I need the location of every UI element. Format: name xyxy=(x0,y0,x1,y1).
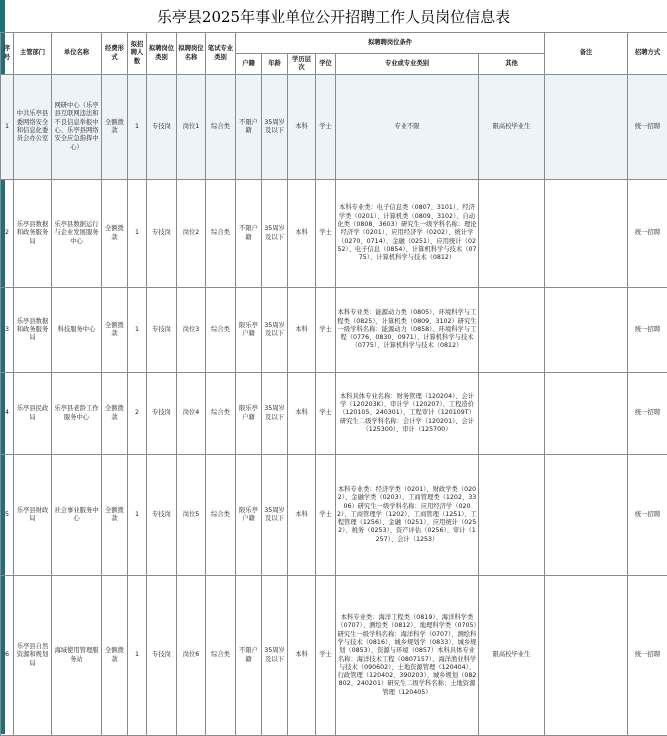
cell-major: 本科专业类：能源动力类（0805）、环境科学与工程类（0825）、计算机类（0809、3102）研究生一级学科名称：能源动力（0858）、环境科学与工程（0776、0830、0971）、计算机科学与技术（0775）、计算机科学与技术（0812） xyxy=(336,288,479,373)
header-unit: 单位名称 xyxy=(52,33,102,75)
cell-degree: 学士 xyxy=(316,373,336,455)
cell-funding: 全额拨款 xyxy=(102,576,128,736)
cell-major: 专业不限 xyxy=(336,75,479,180)
cell-exam-subject: 综合类 xyxy=(206,288,236,373)
cell-remarks xyxy=(545,180,628,288)
table-row xyxy=(1,180,667,288)
cell-other xyxy=(479,373,545,455)
position-table xyxy=(0,32,667,736)
cell-degree: 学士 xyxy=(316,455,336,576)
cell-degree: 学士 xyxy=(316,288,336,373)
cell-post-name: 岗位2 xyxy=(177,180,206,288)
cell-household: 不限户籍 xyxy=(236,576,262,736)
cell-funding: 全额拨款 xyxy=(102,455,128,576)
cell-funding: 全额拨款 xyxy=(102,180,128,288)
cell-remarks xyxy=(545,288,628,373)
cell-num: 2 xyxy=(128,373,147,455)
cell-household: 限乐亭户籍 xyxy=(236,455,262,576)
cell-post-name: 岗位1 xyxy=(177,75,206,180)
cell-method: 统一招聘 xyxy=(628,576,667,736)
cell-education: 本科 xyxy=(288,373,316,455)
cell-dept: 乐亭县财政局 xyxy=(14,455,52,576)
header-education: 学历层次 xyxy=(288,54,316,75)
cell-age: 35周岁及以下 xyxy=(262,576,288,736)
cell-household: 限乐亭户籍 xyxy=(236,288,262,373)
header-method: 招聘方式 xyxy=(628,33,667,75)
table-row xyxy=(1,455,667,576)
cell-funding: 全额拨款 xyxy=(102,75,128,180)
cell-remarks xyxy=(545,576,628,736)
cell-education: 本科 xyxy=(288,576,316,736)
cell-dept: 乐亭县自然资源和规划局 xyxy=(14,576,52,736)
header-major: 专业或专业类别 xyxy=(336,54,479,75)
cell-exam-subject: 综合类 xyxy=(206,75,236,180)
cell-major: 本科专业类：海洋工程类（0819）、海洋科学类（0707）、测绘类（0812）、地理科学类（0705）研究生一级学科名称：海洋科学（0707）、测绘科学与技术（0816）、城乡规划学（0833）、城乡规划（0853）、资源与环境（0857）本科具体专业名称：海洋技术工程（0807157）、海洋渔业科学与技术（090602）、土地资源管理（120404）、行政管理（120402、390203）、城乡规划（082802、240201）研究生二级学科名称：土地资源管理（120405） xyxy=(336,576,479,736)
header-num: 拟招聘人数 xyxy=(128,33,147,75)
table-row xyxy=(1,75,667,180)
header-household: 户籍 xyxy=(236,54,262,75)
cell-education: 本科 xyxy=(288,288,316,373)
cell-seq: 4 xyxy=(1,373,14,455)
cell-other xyxy=(479,455,545,576)
cell-household: 不限户籍 xyxy=(236,75,262,180)
cell-category: 专技岗 xyxy=(147,180,177,288)
cell-exam-subject: 综合类 xyxy=(206,576,236,736)
cell-method: 统一招聘 xyxy=(628,373,667,455)
cell-method: 统一招聘 xyxy=(628,455,667,576)
cell-method: 统一招聘 xyxy=(628,288,667,373)
cell-post-name: 岗位3 xyxy=(177,288,206,373)
cell-category: 专技岗 xyxy=(147,455,177,576)
cell-unit: 网研中心（乐亭县互联网违法和不良信息举报中心、乐亭县网络安全应急指挥中心） xyxy=(52,75,102,180)
cell-remarks xyxy=(545,75,628,180)
table-row xyxy=(1,576,667,736)
cell-household: 不限户籍 xyxy=(236,180,262,288)
cell-post-name: 岗位6 xyxy=(177,576,206,736)
cell-post-name: 岗位4 xyxy=(177,373,206,455)
cell-dept: 乐亭县数据和政务服务局 xyxy=(14,180,52,288)
cell-exam-subject: 综合类 xyxy=(206,455,236,576)
table-row xyxy=(1,288,667,373)
cell-num: 1 xyxy=(128,288,147,373)
cell-age: 35周岁及以下 xyxy=(262,288,288,373)
cell-funding: 全额拨款 xyxy=(102,373,128,455)
cell-num: 1 xyxy=(128,455,147,576)
header-exam-subject: 笔试专业类别 xyxy=(206,33,236,75)
cell-remarks xyxy=(545,455,628,576)
header-funding: 经费形式 xyxy=(102,33,128,75)
cell-other: 限高校毕业生 xyxy=(479,576,545,736)
cell-method: 统一招聘 xyxy=(628,75,667,180)
cell-post-name: 岗位5 xyxy=(177,455,206,576)
cell-degree: 学士 xyxy=(316,576,336,736)
cell-unit: 乐亭县老龄工作服务中心 xyxy=(52,373,102,455)
cell-unit: 科技服务中心 xyxy=(52,288,102,373)
header-category: 拟聘岗位类别 xyxy=(147,33,177,75)
cell-seq: 2 xyxy=(1,180,14,288)
cell-dept: 乐亭县民政局 xyxy=(14,373,52,455)
cell-remarks xyxy=(545,373,628,455)
cell-seq: 3 xyxy=(1,288,14,373)
cell-num: 1 xyxy=(128,75,147,180)
cell-unit: 社会事业服务中心 xyxy=(52,455,102,576)
cell-other: 限高校毕业生 xyxy=(479,75,545,180)
cell-major: 本科专业类：电子信息类（0807、3101）、经济学类（0201）、计算机类（0809、3102）、自动化类（0808、3603）研究生一级学科名称：理论经济学（0201）、应用经济学（0202）、统计学（0270、0714）、金融（0251）、应用统计（0252）、电子信息（0854）、计算机科学与技术（0775）、计算机科学与技术（0812） xyxy=(336,180,479,288)
header-row-1 xyxy=(1,33,667,54)
cell-num: 1 xyxy=(128,180,147,288)
header-seq: 序号 xyxy=(1,33,14,75)
cell-major: 本科具体专业名称：财务管理（120204）、会计学（120203K）、审计学（120207）、工程造价（120105、240301）、工程审计（120109T）研究生二级学科名称：会计学（120201）、会计（125300）、审计（125700） xyxy=(336,373,479,455)
cell-category: 专技岗 xyxy=(147,75,177,180)
header-conditions: 拟聘聘岗位条件 xyxy=(236,33,545,54)
cell-unit: 海域使用管理服务站 xyxy=(52,576,102,736)
cell-household: 限乐亭户籍 xyxy=(236,373,262,455)
cell-education: 本科 xyxy=(288,75,316,180)
cell-method: 统一招聘 xyxy=(628,180,667,288)
cell-education: 本科 xyxy=(288,180,316,288)
header-post-name: 拟聘岗位名称 xyxy=(177,33,206,75)
cell-exam-subject: 综合类 xyxy=(206,180,236,288)
header-degree: 学位 xyxy=(316,54,336,75)
cell-dept: 乐亭县数据和政务服务局 xyxy=(14,288,52,373)
table-row xyxy=(1,373,667,455)
cell-degree: 学士 xyxy=(316,75,336,180)
cell-age: 35周岁及以下 xyxy=(262,180,288,288)
cell-age: 35周岁及以下 xyxy=(262,455,288,576)
cell-funding: 全额拨款 xyxy=(102,288,128,373)
cell-seq: 5 xyxy=(1,455,14,576)
header-dept: 主管部门 xyxy=(14,33,52,75)
header-remarks: 备注 xyxy=(545,33,628,75)
cell-num: 1 xyxy=(128,576,147,736)
cell-seq: 6 xyxy=(1,576,14,736)
cell-dept: 中共乐亭县委网络安全和信息化委员会办公室 xyxy=(14,75,52,180)
cell-education: 本科 xyxy=(288,455,316,576)
cell-other xyxy=(479,180,545,288)
cell-category: 专技岗 xyxy=(147,288,177,373)
cell-exam-subject: 综合类 xyxy=(206,373,236,455)
page-title: 乐亭县2025年事业单位公开招聘工作人员岗位信息表 xyxy=(0,0,667,32)
cell-major: 本科专业类：经济学类（0201）、财政学类（0202）、金融学类（0203）、工商管理类（1202、3306）研究生一级学科名称：应用经济学（0202）、工商管理学（1202）、工商管理（1251）、工程管理（1256）、金融（0251）、应用统计（0252）、税务（0253）、资产评估（0256）、审计（1257）、会计（1253） xyxy=(336,455,479,576)
header-age: 年龄 xyxy=(262,54,288,75)
cell-other xyxy=(479,288,545,373)
cell-degree: 学士 xyxy=(316,180,336,288)
cell-category: 专技岗 xyxy=(147,373,177,455)
cell-age: 35周岁及以下 xyxy=(262,75,288,180)
header-other: 其他 xyxy=(479,54,545,75)
cell-age: 35周岁及以下 xyxy=(262,373,288,455)
cell-seq: 1 xyxy=(1,75,14,180)
cell-category: 专技岗 xyxy=(147,576,177,736)
cell-unit: 乐亭县数据运行与企业发展服务中心 xyxy=(52,180,102,288)
